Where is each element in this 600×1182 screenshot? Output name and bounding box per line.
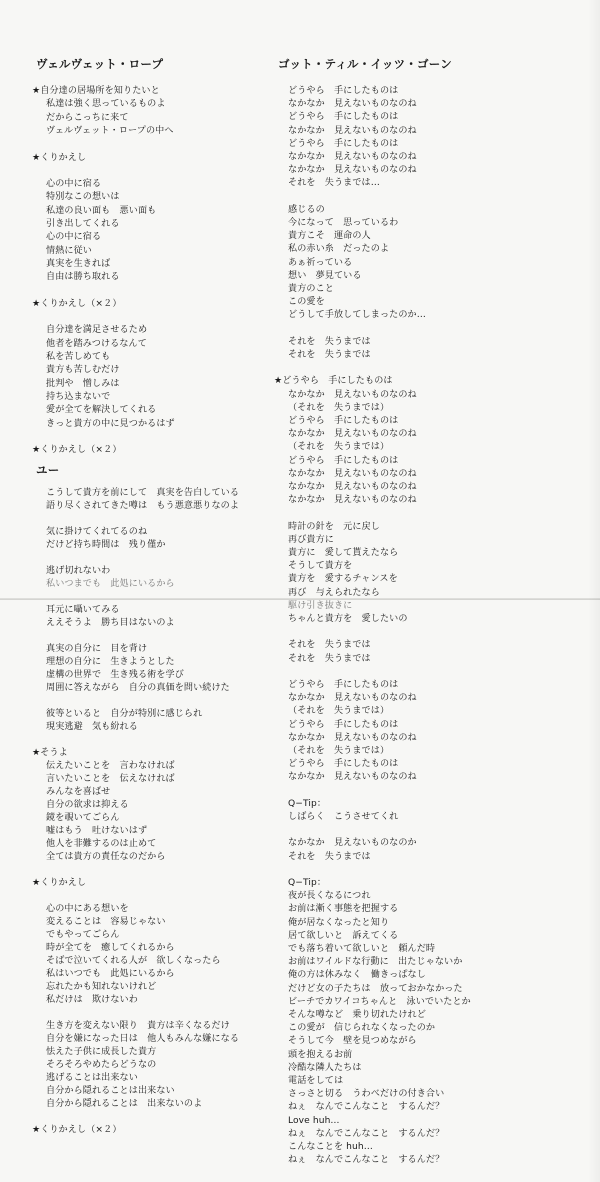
lyric-line: だけど持ち時間は 残り僅か: [46, 540, 166, 550]
lyric-line: どうやら 手にしたものは: [288, 416, 399, 426]
lyric-line: 私はいつでも 此処にいるから: [46, 969, 175, 979]
lyric-line: 感じるの: [288, 204, 325, 215]
lyric-line: 現実逃避 気も紛れる: [46, 722, 138, 732]
lyric-line: なかなか 見えないものなのね: [288, 693, 417, 704]
lyric-line: 逃げ切れないわ: [46, 566, 111, 576]
lyric-line: どうやら 手にしたものは: [288, 86, 399, 96]
lyric-line: 私だけは 欺けないわ: [46, 995, 138, 1005]
lyric-line: 自分の欲求は抑える: [46, 800, 129, 810]
lyric-line: どうやら 手にしたものは: [288, 759, 399, 770]
lyric-line: （それを 失うまでは）: [288, 442, 390, 453]
lyric-line: ねぇ なんでこんなこと するんだ？: [288, 1155, 445, 1166]
lyric-line: なかなか 見えないものなのね: [288, 495, 417, 506]
lyric-line: なかなか 見えないものなのね: [288, 165, 417, 176]
lyric-line: ★くりかえし: [32, 878, 87, 888]
lyric-line: あぁ祈っている: [288, 257, 353, 268]
lyric-line: だからこっちに来て: [46, 112, 129, 123]
lyric-line: 周囲に答えながら 自分の真価を問い続けた: [46, 683, 230, 693]
lyric-line: 虚構の世界で 生き残る術を学び: [46, 670, 184, 680]
lyric-line: 語り尽くされてきた噂は もう悪意悪りなのよ: [46, 501, 240, 511]
lyric-line: お前はワイルドな行動に 出たじゃないか: [288, 957, 463, 968]
lyric-line: なかなか 見えないものなのね: [288, 482, 417, 492]
lyric-line: （それを 失うまでは）: [288, 746, 390, 756]
lyric-line: それを 失うまでは: [288, 851, 371, 862]
lyric-line: こうして貴方を前にして 真実を告白している: [46, 488, 240, 498]
lyric-line: それを 失うまでは: [288, 640, 371, 651]
lyric-line: 私いつまでも 此処にいるから: [46, 579, 175, 589]
lyric-line: 再び 与えられたなら: [288, 587, 380, 598]
lyric-line: きっと貴方の中に見つかるはず: [46, 418, 175, 429]
lyric-line: だけど女の子たちは 放っておかなかった: [288, 983, 463, 994]
lyric-line: 他者を踏みつけるなんて: [46, 338, 147, 349]
lyric-line: なかなか 見えないものなのね: [288, 152, 417, 162]
lyric-line: なかなか 見えないものなのね: [288, 99, 417, 110]
lyric-line: 想い 夢見ている: [288, 270, 362, 281]
lyric-line: 時計の針を 元に戻し: [288, 521, 380, 532]
lyric-line: お前は漸く事態を把握する: [288, 904, 399, 915]
lyric-line: 自分から隠れることは出来ない: [46, 1086, 175, 1096]
lyric-line: 駆け引き抜きに: [288, 600, 353, 611]
lyric-line: Q−Tip：: [288, 798, 327, 809]
page-edge-shadow: [588, 0, 600, 1182]
lyric-line: ええそうよ 勝ち目はないのよ: [46, 618, 175, 628]
lyric-line: なかなか 見えないものなのね: [288, 772, 417, 783]
lyric-line: 特別なこの想いは: [46, 192, 120, 203]
lyric-line: 俺が居なくなったと知り: [288, 917, 390, 928]
lyric-line: 私を苦しめても: [46, 352, 111, 362]
lyric-line: でも落ち着いて欲しいと 頼んだ時: [288, 944, 436, 954]
lyric-line: 気に掛けてくれてるのね: [46, 527, 148, 537]
lyric-line: 耳元に囁いてみる: [46, 605, 120, 615]
lyric-line: 時が全てを 癒してくれるから: [46, 943, 175, 953]
lyric-line: それを 失うまでは: [288, 350, 371, 360]
lyric-line: どうやら 手にしたものは: [288, 719, 399, 730]
lyric-line: 貴方こそ 運命の人: [288, 231, 371, 242]
lyric-line: 頭を抱えるお前: [288, 1049, 353, 1060]
lyric-line: なかなか 見えないものなのね: [288, 732, 417, 743]
lyric-line: そろそろやめたらどうなの: [46, 1060, 157, 1070]
lyric-line: 真実を生きれば: [46, 258, 111, 269]
lyric-line: 心の中に宿る: [46, 232, 102, 243]
lyric-line: 貴方を 愛するチャンスを: [288, 574, 398, 585]
lyric-line: 夜が長くなるにつれ: [288, 891, 371, 902]
lyric-line: それを 失うまでは…: [288, 178, 380, 189]
lyric-line: そうして貴方を: [288, 561, 353, 572]
lyric-line: 変えることは 容易じゃない: [46, 917, 166, 927]
lyric-line: なかなか 見えないものなのか: [288, 838, 417, 849]
lyric-line: 自分から隠れることは 出来ないのよ: [46, 1099, 203, 1109]
lyric-line: それを 失うまでは: [288, 336, 371, 347]
lyric-line: さっさと切る うわべだけの付き合い: [288, 1089, 445, 1100]
lyric-line: ★くりかえし（×２）: [32, 445, 122, 456]
lyric-line: どうやら 手にしたものは: [288, 455, 399, 466]
lyric-line: 私の赤い糸 だったのよ: [288, 244, 390, 255]
lyric-line: ビーチでカワイコちゃんと 泳いでいたとか: [288, 996, 471, 1007]
lyric-line: 持ち込まないで: [46, 391, 111, 402]
lyric-line: 真実の自分に 目を背け: [46, 644, 148, 654]
lyric-line: 自分達を満足させるため: [46, 325, 148, 336]
lyric-line: 理想の自分に 生きようとした: [46, 657, 175, 667]
lyric-line: みんなを喜ばせ: [46, 787, 111, 797]
lyric-line: ねぇ なんでこんなこと するんだ？: [288, 1128, 445, 1139]
lyric-line: この愛が 信じられなくなったのか: [288, 1023, 436, 1034]
lyric-line: 私達の良い面も 悪い面も: [46, 205, 157, 216]
lyric-line: 言いたいことを 伝えなければ: [46, 774, 175, 784]
song1-title: ヴェルヴェット・ロープ: [36, 57, 164, 71]
lyric-line: （それを 失うまでは）: [288, 402, 390, 413]
lyric-line: なかなか 見えないものなのね: [288, 468, 417, 479]
lyric-line: そんな噂など 乗り切れたけれど: [288, 1010, 426, 1020]
lyric-line: 貴方も苦しむだけ: [46, 365, 120, 376]
lyric-line: 嘘はもう 吐けないはず: [46, 826, 148, 836]
lyric-line: Love huh…: [288, 1115, 340, 1126]
lyric-line: ★くりかえし（×２）: [32, 298, 122, 309]
lyric-line: 貴方に 愛して貰えたなら: [288, 548, 399, 558]
lyric-line: 他人を非難するのは止めて: [46, 839, 157, 849]
lyric-line: 電話をしては: [288, 1076, 344, 1086]
lyric-line: どうやら 手にしたものは: [288, 112, 399, 123]
lyric-line: 伝えたいことを 言わなければ: [46, 761, 175, 771]
lyric-line: そうして今 壁を見つめながら: [288, 1036, 417, 1047]
lyric-line: なかなか 見えないものなのね: [288, 125, 417, 136]
lyric-line: 自由は勝ち取れる: [46, 272, 120, 283]
lyric-line: ★くりかえし: [32, 152, 87, 163]
page-fold-line: [0, 598, 600, 600]
song2-title: ユー: [36, 463, 60, 477]
lyric-line: 逃げることは出来ない: [46, 1073, 138, 1083]
lyric-line: （それを 失うまでは）: [288, 706, 390, 717]
lyric-line: この愛を: [288, 297, 325, 308]
lyric-line: ★どうやら 手にしたものは: [274, 376, 393, 387]
lyric-line: 引き出してくれる: [46, 219, 120, 229]
lyric-line: ねぇ なんでこんなこと するんだ？: [288, 1102, 445, 1113]
lyric-line: どうやら 手にしたものは: [288, 680, 399, 690]
lyric-line: 再び貴方に: [288, 534, 334, 545]
lyric-line: 心の中に宿る: [46, 179, 102, 190]
lyric-line: 自分を嫌になった日は 他人もみんな嫌になる: [46, 1034, 240, 1044]
lyric-line: 心の中にある想いを: [46, 904, 129, 914]
lyric-line: しばらく こうさせてくれ: [288, 812, 399, 822]
lyric-line: 生き方を変えない限り 貴方は辛くなるだけ: [46, 1021, 230, 1031]
lyric-line: 忘れたかも知れないけれど: [46, 982, 157, 992]
lyric-line: それを 失うまでは: [288, 653, 371, 664]
lyric-line: なかなか 見えないものなのね: [288, 389, 417, 400]
lyric-line: そばで泣いてくれる人が 欲しくなったら: [46, 956, 221, 966]
lyric-line: でもやってごらん: [46, 930, 120, 940]
lyric-line: ★そうよ: [32, 748, 68, 758]
lyric-line: 怯えた子供に成長した貴方: [46, 1047, 157, 1057]
lyric-line: 全ては貴方の責任なのだから: [46, 852, 166, 862]
lyric-line: こんなことを huh…: [288, 1142, 373, 1152]
lyric-line: ★くりかえし（×２）: [32, 1125, 122, 1135]
lyric-line: ちゃんと貴方を 愛したいの: [288, 614, 408, 624]
lyric-line: 今になって 思っているわ: [288, 218, 399, 228]
lyric-line: ヴェルヴェット・ロープの中へ: [46, 125, 174, 136]
lyric-line: 批判や 憎しみは: [46, 378, 120, 389]
lyric-line: 愛が全てを解決してくれる: [46, 405, 157, 416]
lyric-line: 俺の方は休みなく 働きっぱなし: [288, 970, 426, 981]
lyric-line: Q−Tip：: [288, 878, 327, 888]
lyric-line: ★自分達の居場所を知りたいと: [32, 86, 160, 96]
lyric-line: 鏡を覗いてごらん: [46, 813, 120, 823]
lyric-line: なかなか 見えないものなのね: [288, 429, 417, 440]
lyric-line: 居て欲しいと 訴えてくる: [288, 930, 399, 941]
lyric-line: どうして手放してしまったのか…: [288, 310, 426, 321]
song3-title: ゴット・ティル・イッツ・ゴーン: [278, 57, 452, 71]
lyric-line: 冷酷な隣人たちは: [288, 1062, 362, 1073]
lyric-line: 貴方のこと: [288, 284, 334, 294]
lyric-line: 私達は強く思っているものよ: [46, 99, 166, 110]
lyric-line: 情熱に従い: [46, 245, 92, 256]
lyric-line: 彼等といると 自分が特別に感じられ: [46, 709, 203, 719]
lyric-line: どうやら 手にしたものは: [288, 138, 399, 149]
